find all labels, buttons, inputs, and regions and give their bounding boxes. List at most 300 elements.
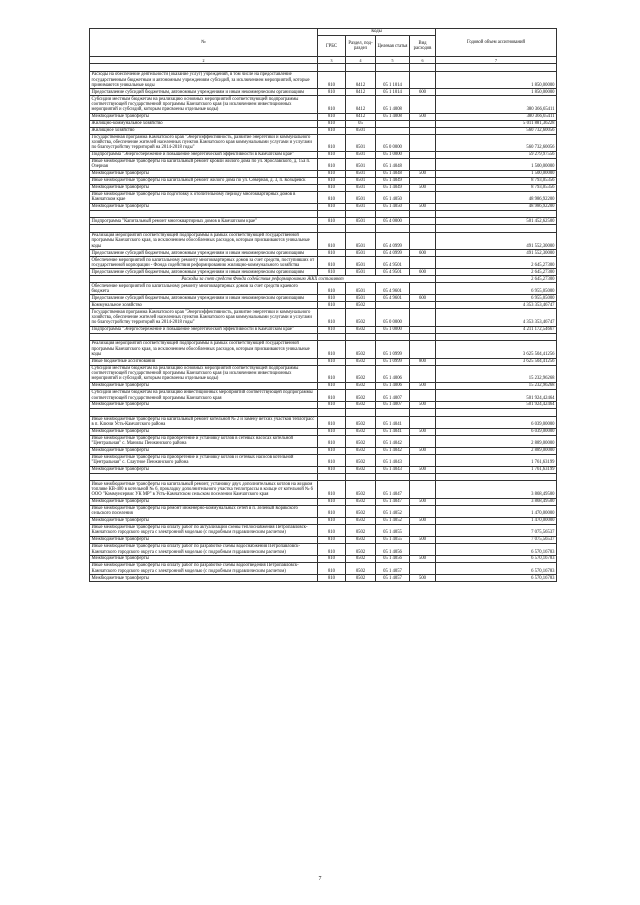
empty-cell <box>90 225 318 233</box>
row-target-article: 05 1 4056 <box>376 543 410 555</box>
empty-cell <box>410 333 436 341</box>
table-row <box>90 120 557 127</box>
row-grbs: 810 <box>318 326 346 333</box>
table-row <box>90 537 557 544</box>
row-target-article: 05 1 4042 <box>376 435 410 447</box>
row-amount: 1 500,00000 <box>436 158 557 170</box>
row-target-article: 05 1 4047 <box>376 481 410 498</box>
row-grbs: 810 <box>318 358 346 365</box>
row-name: Предоставление субсидий бюджетным, автономным учреждениям и иным некоммерческим организациям <box>90 295 318 302</box>
row-expense-type: 600 <box>410 295 436 302</box>
row-name: Межбюджетные трансферты <box>90 447 318 454</box>
table-row <box>90 326 557 333</box>
column-number: 4 <box>346 57 376 64</box>
row-target-article: 05 1 4007 <box>376 389 410 401</box>
table-row <box>90 498 557 505</box>
row-target-article: 05 1 4052 <box>376 517 410 524</box>
empty-cell <box>90 210 318 218</box>
empty-cell <box>436 225 557 233</box>
table-row <box>90 454 557 466</box>
row-expense-type <box>410 127 436 134</box>
table-row <box>90 283 557 295</box>
row-section: 0412 <box>346 71 376 88</box>
row-section: 0501 <box>346 151 376 158</box>
row-amount: 5 011 881,36228 <box>436 120 557 127</box>
empty-cell <box>410 210 436 218</box>
table-row <box>90 358 557 365</box>
row-amount: 501 924,42464 <box>436 402 557 409</box>
page-number: 7 <box>318 876 322 882</box>
row-expense-type: 500 <box>410 466 436 473</box>
empty-cell <box>376 409 410 417</box>
row-amount: 6 955,05000 <box>436 283 557 295</box>
row-name: Иные межбюджетные трансферты на приобретение и установку котлов и сетевых насосов котельной "Центральная" с. Слаутное Пенжинского района <box>90 454 318 466</box>
empty-cell <box>346 210 376 218</box>
row-expense-type <box>410 151 436 158</box>
row-expense-type: 500 <box>410 203 436 210</box>
row-grbs: 810 <box>318 191 346 203</box>
row-expense-type <box>410 365 436 382</box>
table-row <box>90 269 557 276</box>
row-section: 0412 <box>346 96 376 113</box>
row-grbs: 810 <box>318 113 346 120</box>
table-row <box>90 383 557 390</box>
row-grbs: 810 <box>318 218 346 225</box>
row-section: 0502 <box>346 428 376 435</box>
row-target-article: 05 1 4006 <box>376 365 410 382</box>
row-expense-type <box>410 96 436 113</box>
row-target-article: 05 1 4043 <box>376 454 410 466</box>
table-row <box>90 402 557 409</box>
empty-cell <box>436 64 557 72</box>
empty-cell <box>90 409 318 417</box>
row-target-article: 05 4 0999 <box>376 250 410 257</box>
row-section: 0501 <box>346 184 376 191</box>
row-name: Межбюджетные трансферты <box>90 498 318 505</box>
row-target-article: 05 0 0000 <box>376 309 410 326</box>
row-amount: 1 470,00000 <box>436 505 557 517</box>
row-expense-type: 500 <box>410 537 436 544</box>
row-grbs: 810 <box>318 120 346 127</box>
column-number: 5 <box>376 57 410 64</box>
row-section: 0502 <box>346 537 376 544</box>
row-grbs: 810 <box>318 134 346 151</box>
header-expense-type: Вид расходов <box>410 35 436 57</box>
row-amount: 501 924,42464 <box>436 389 557 401</box>
table-row <box>90 89 557 96</box>
row-section: 0501 <box>346 250 376 257</box>
table-row <box>90 309 557 326</box>
row-expense-type: 500 <box>410 498 436 505</box>
empty-cell <box>436 333 557 341</box>
table-row <box>90 389 557 401</box>
row-target-article <box>376 302 410 309</box>
table-row <box>90 556 557 563</box>
row-amount: 1 761,63199 <box>436 466 557 473</box>
row-amount: 491 552,30000 <box>436 250 557 257</box>
row-target-article: 05 1 4049 <box>376 184 410 191</box>
row-amount: 48 986,92200 <box>436 191 557 203</box>
row-grbs: 810 <box>318 203 346 210</box>
table-row <box>90 96 557 113</box>
row-name: Предоставление субсидий бюджетным, автономным учреждениям и иным некоммерческим организациям <box>90 269 318 276</box>
row-expense-type: 500 <box>410 517 436 524</box>
row-amount: 4 353 353,46747 <box>436 302 557 309</box>
table-row <box>90 341 557 358</box>
table-row <box>90 481 557 498</box>
row-grbs: 810 <box>318 295 346 302</box>
row-expense-type <box>410 416 436 428</box>
row-amount: 1 470,00000 <box>436 517 557 524</box>
row-amount: 3 625 504,41256 <box>436 358 557 365</box>
row-section: 0501 <box>346 283 376 295</box>
row-expense-type <box>410 326 436 333</box>
empty-cell <box>346 409 376 417</box>
row-expense-type <box>410 481 436 498</box>
row-grbs: 810 <box>318 481 346 498</box>
row-amount: 380 366,65411 <box>436 113 557 120</box>
row-amount: 6 955,05000 <box>436 295 557 302</box>
row-expense-type <box>410 563 436 575</box>
row-name: Иные межбюджетные трансферты на оплату работ по актуализации схемы теплоснабжения Петропавловск-Камчатского городского округа с электронной моделью (с подробным гидравлическим расчетом) <box>90 524 318 536</box>
spacer-row <box>90 409 557 417</box>
row-name: Предоставление субсидий бюджетным, автономным учреждениям и иным некоммерческим организациям <box>90 89 318 96</box>
row-note: Расходы за счет средств Фонда содействия реформированию ЖКХ составляют <box>90 276 436 283</box>
row-grbs: 810 <box>318 537 346 544</box>
row-name: Иные бюджетные ассигнования <box>90 358 318 365</box>
row-name: Межбюджетные трансферты <box>90 517 318 524</box>
table-row <box>90 563 557 575</box>
empty-cell <box>376 473 410 481</box>
row-grbs: 810 <box>318 543 346 555</box>
empty-cell <box>410 64 436 72</box>
empty-cell <box>318 225 346 233</box>
empty-cell <box>318 64 346 72</box>
table-row <box>90 257 557 269</box>
row-amount: 2 645,27300 <box>436 276 557 283</box>
row-amount: 4 211 172,54667 <box>436 326 557 333</box>
row-amount: 1 850,00000 <box>436 89 557 96</box>
table-row <box>90 365 557 382</box>
row-target-article: 05 1 4006 <box>376 383 410 390</box>
row-target-article: 05 1 4041 <box>376 428 410 435</box>
row-section: 0501 <box>346 171 376 178</box>
table-row <box>90 158 557 170</box>
row-expense-type <box>410 505 436 517</box>
row-target-article: 05 1 0999 <box>376 358 410 365</box>
row-section: 0502 <box>346 481 376 498</box>
row-target-article: 05 1 1014 <box>376 71 410 88</box>
spacer-row <box>90 210 557 218</box>
row-name: Жилищно-коммунальное хозяйство <box>90 120 318 127</box>
row-target-article <box>376 120 410 127</box>
row-section: 0502 <box>346 365 376 382</box>
row-name: Межбюджетные трансферты <box>90 383 318 390</box>
row-grbs: 810 <box>318 383 346 390</box>
row-target-article: 05 0 0000 <box>376 134 410 151</box>
row-section: 0502 <box>346 466 376 473</box>
row-amount: 1 850,00000 <box>436 71 557 88</box>
row-name: Иные межбюджетные трансферты на оплату работ по разработке схемы водоснабжения Петропавловск-Камчатского городского округа с электронной моделью (с подробным гидравлическим расчетом) <box>90 543 318 555</box>
table-row <box>90 177 557 184</box>
row-grbs: 810 <box>318 341 346 358</box>
row-grbs: 810 <box>318 365 346 382</box>
row-expense-type <box>410 218 436 225</box>
row-grbs: 810 <box>318 71 346 88</box>
empty-cell <box>436 473 557 481</box>
row-amount: 560 732,60056 <box>436 134 557 151</box>
row-name: Иные межбюджетные трансферты на ремонт инженерно-коммунальных сетей в п. Зеленый Корякского сельского поселения <box>90 505 318 517</box>
row-expense-type <box>410 71 436 88</box>
row-target-article: 05 4 0999 <box>376 232 410 249</box>
empty-cell <box>410 225 436 233</box>
row-name: Иные межбюджетные трансферты на оплату работ по разработке схемы водоотведения Петропавловск-Камчатского городского округа с электронной моделью (с подробным гидравлическим расчетом) <box>90 563 318 575</box>
row-amount: 7 075,56537 <box>436 537 557 544</box>
column-number: 7 <box>436 57 557 64</box>
row-amount: 48 986,92200 <box>436 203 557 210</box>
row-section: 0502 <box>346 389 376 401</box>
row-target-article: 05 4 9601 <box>376 295 410 302</box>
row-section: 0502 <box>346 358 376 365</box>
empty-cell <box>90 64 318 72</box>
row-expense-type: 500 <box>410 556 436 563</box>
table-row <box>90 203 557 210</box>
row-name: Государственная программа Камчатского края "Энергоэффективность, развитие энергетики и коммунального хозяйства, обеспечение жителей населенных пунктов Камчатского края коммунальными услугами и услугами по благоустройству территорий на 2014-2018 годы" <box>90 134 318 151</box>
row-grbs: 810 <box>318 283 346 295</box>
table-row <box>90 302 557 309</box>
row-target-article: 05 1 0000 <box>376 326 410 333</box>
row-expense-type: 600 <box>410 269 436 276</box>
row-name: Межбюджетные трансферты <box>90 537 318 544</box>
row-grbs: 810 <box>318 158 346 170</box>
row-grbs: 810 <box>318 428 346 435</box>
row-section: 0502 <box>346 524 376 536</box>
row-section: 0501 <box>346 177 376 184</box>
row-amount: 4 353 353,46747 <box>436 309 557 326</box>
table-row <box>90 184 557 191</box>
row-grbs: 810 <box>318 269 346 276</box>
row-target-article: 05 1 1014 <box>376 89 410 96</box>
row-amount: 2 645,27300 <box>436 269 557 276</box>
column-number: 2 <box>90 57 318 64</box>
row-amount: 501 452,62500 <box>436 218 557 225</box>
row-expense-type: 500 <box>410 171 436 178</box>
row-target-article: 05 1 0999 <box>376 341 410 358</box>
row-grbs: 810 <box>318 177 346 184</box>
row-section: 0501 <box>346 295 376 302</box>
table-row <box>90 127 557 134</box>
row-amount: 2 645,27300 <box>436 257 557 269</box>
row-target-article: 05 1 4055 <box>376 524 410 536</box>
row-name: Подпрограмма "Капитальный ремонт многоквартирных домов в Камчатском крае" <box>90 218 318 225</box>
row-grbs: 810 <box>318 556 346 563</box>
row-section: 0502 <box>346 447 376 454</box>
row-name: Реализация мероприятий соответствующей подпрограммы в рамках соответствующей государственной программы Камчатского края, за исключением обособленных расходов, которым присваиваются уникальные коды <box>90 341 318 358</box>
row-expense-type <box>410 309 436 326</box>
table-row <box>90 151 557 158</box>
empty-cell <box>318 473 346 481</box>
row-expense-type <box>410 341 436 358</box>
row-name: Коммунальное хозяйство <box>90 302 318 309</box>
table-row <box>90 218 557 225</box>
row-amount: 3 625 504,41256 <box>436 341 557 358</box>
row-name: Иные межбюджетные трансферты на подготовку к отопительному периоду многоквартирных домов в Камчатском крае <box>90 191 318 203</box>
row-expense-type <box>410 257 436 269</box>
row-section: 0502 <box>346 416 376 428</box>
row-name: Жилищное хозяйство <box>90 127 318 134</box>
row-amount: 6 039,00000 <box>436 428 557 435</box>
row-target-article: 05 1 4049 <box>376 177 410 184</box>
row-expense-type <box>410 134 436 151</box>
row-expense-type <box>410 191 436 203</box>
row-grbs: 810 <box>318 447 346 454</box>
column-number: 3 <box>318 57 346 64</box>
row-target-article: 05 1 4048 <box>376 171 410 178</box>
table-row <box>90 524 557 536</box>
row-section: 0501 <box>346 218 376 225</box>
row-grbs: 810 <box>318 575 346 582</box>
row-section: 0501 <box>346 232 376 249</box>
row-grbs: 810 <box>318 309 346 326</box>
row-expense-type <box>410 120 436 127</box>
row-grbs: 810 <box>318 389 346 401</box>
row-amount: 1 761,63199 <box>436 454 557 466</box>
row-name: Межбюджетные трансферты <box>90 203 318 210</box>
row-name: Предоставление субсидий бюджетным, автономным учреждениям и иным некоммерческим организациям <box>90 250 318 257</box>
row-name: Иные межбюджетные трансферты на капитальный ремонт, установку двух дополнительных котлов на жидком топливе КВ-400 в котельной № 6, прокладку дополнительного участка теплотрассы в кольце от котельной № 6 ООО "Коммунсервис УК МР" в Усть-Камчатском сельском поселении Камчатского края <box>90 481 318 498</box>
table-row <box>90 517 557 524</box>
row-expense-type: 500 <box>410 447 436 454</box>
row-grbs: 810 <box>318 563 346 575</box>
table-header <box>90 29 557 64</box>
row-name: Подпрограмма "Энергосбережение и повышение энергетической эффективности в Камчатском крае" <box>90 151 318 158</box>
table-row <box>90 250 557 257</box>
row-grbs: 810 <box>318 466 346 473</box>
empty-cell <box>376 333 410 341</box>
row-name: Реализация мероприятий соответствующей подпрограммы в рамках соответствующей государственной программы Камчатского края, за исключением обособленных расходов, которым присваиваются уникальные коды <box>90 232 318 249</box>
empty-cell <box>346 64 376 72</box>
table-row <box>90 505 557 517</box>
row-name: Подпрограмма "Энергосбережение и повышение энергетической эффективности в Камчатском крае" <box>90 326 318 333</box>
empty-cell <box>436 210 557 218</box>
row-name: Иные межбюджетные трансферты на капитальный ремонт жилого дома по ул. Северная, д. 3, п. Козыревск <box>90 177 318 184</box>
table-row <box>90 71 557 88</box>
spacer-row <box>90 333 557 341</box>
row-target-article: 05 1 4057 <box>376 563 410 575</box>
empty-cell <box>346 473 376 481</box>
spacer-row <box>90 225 557 233</box>
row-section: 0412 <box>346 113 376 120</box>
row-grbs: 810 <box>318 505 346 517</box>
table-row <box>90 191 557 203</box>
row-amount: 6 570,16783 <box>436 543 557 555</box>
row-grbs: 810 <box>318 250 346 257</box>
row-target-article: 05 1 4007 <box>376 402 410 409</box>
table-row <box>90 447 557 454</box>
table-row <box>90 232 557 249</box>
row-section: 0502 <box>346 326 376 333</box>
row-grbs: 810 <box>318 524 346 536</box>
row-amount: 6 570,16783 <box>436 563 557 575</box>
table-row <box>90 466 557 473</box>
row-section: 05 <box>346 120 376 127</box>
row-target-article: 05 1 4052 <box>376 505 410 517</box>
table-row <box>90 435 557 447</box>
row-section: 0502 <box>346 543 376 555</box>
row-expense-type <box>410 524 436 536</box>
row-expense-type: 800 <box>410 358 436 365</box>
row-expense-type: 500 <box>410 428 436 435</box>
row-amount: 1 500,00000 <box>436 171 557 178</box>
row-section: 0501 <box>346 269 376 276</box>
table-row <box>90 416 557 428</box>
row-section: 0502 <box>346 517 376 524</box>
empty-cell <box>436 409 557 417</box>
row-section: 0502 <box>346 341 376 358</box>
row-section: 0502 <box>346 435 376 447</box>
row-amount: 6 570,16783 <box>436 575 557 582</box>
row-amount: 7 075,56537 <box>436 524 557 536</box>
spacer-row <box>90 64 557 72</box>
row-section: 0502 <box>346 302 376 309</box>
row-target-article: 05 1 4055 <box>376 537 410 544</box>
row-name: Межбюджетные трансферты <box>90 575 318 582</box>
row-name: Обеспечение мероприятий по капитальному ремонту многоквартирных домов за счет средств, поступивших от государственной корпорации - Фонда содействия реформированию жилищно-коммунального хозяйства <box>90 257 318 269</box>
row-section: 0501 <box>346 257 376 269</box>
row-target-article: 05 4 9501 <box>376 269 410 276</box>
row-grbs: 810 <box>318 184 346 191</box>
row-target-article: 05 1 4008 <box>376 113 410 120</box>
row-target-article: 05 1 4043 <box>376 466 410 473</box>
row-name: Межбюджетные трансферты <box>90 556 318 563</box>
row-expense-type <box>410 158 436 170</box>
budget-table <box>89 28 557 582</box>
row-target-article: 05 1 4041 <box>376 416 410 428</box>
row-name: Субсидии местным бюджетам на реализацию основных мероприятий соответствующей подпрограммы соответствующей государственной программы Камчатского края (за исключением инвестиционных мероприятий и субсидий, которым присвоены отдельные коды) <box>90 96 318 113</box>
row-name: Межбюджетные трансферты <box>90 402 318 409</box>
row-name: Межбюджетные трансферты <box>90 428 318 435</box>
empty-cell <box>318 210 346 218</box>
row-target-article: 05 4 9601 <box>376 283 410 295</box>
row-target-article: 05 1 4050 <box>376 203 410 210</box>
row-section: 0502 <box>346 454 376 466</box>
table-row <box>90 575 557 582</box>
row-name: Межбюджетные трансферты <box>90 184 318 191</box>
table-row <box>90 543 557 555</box>
empty-cell <box>346 225 376 233</box>
row-amount: 2 889,00000 <box>436 435 557 447</box>
row-grbs: 810 <box>318 517 346 524</box>
table-row <box>90 134 557 151</box>
spacer-row <box>90 473 557 481</box>
row-section: 0502 <box>346 383 376 390</box>
row-target-article: 05 1 4056 <box>376 556 410 563</box>
row-name: Обеспечение мероприятий по капитальному ремонту многоквартирных домов за счет средств краевого бюджета <box>90 283 318 295</box>
row-name: Субсидии местным бюджетам на реализацию инвестиционных мероприятий соответствующей подпрограммы соответствующей государственной программы Камчатского края <box>90 389 318 401</box>
row-name: Межбюджетные трансферты <box>90 466 318 473</box>
row-section: 0412 <box>346 89 376 96</box>
row-target-article: 05 1 4047 <box>376 498 410 505</box>
row-expense-type <box>410 454 436 466</box>
row-section: 0502 <box>346 556 376 563</box>
table-body <box>90 64 557 582</box>
row-expense-type <box>410 389 436 401</box>
row-target-article: 05 1 4042 <box>376 447 410 454</box>
row-amount: 560 732,60056 <box>436 127 557 134</box>
row-amount: 2 889,00000 <box>436 447 557 454</box>
row-section: 0501 <box>346 134 376 151</box>
row-grbs: 810 <box>318 89 346 96</box>
